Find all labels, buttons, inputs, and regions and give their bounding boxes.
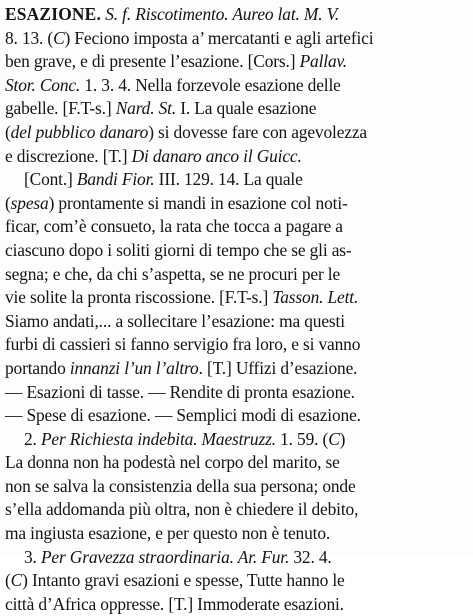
italic-run: C <box>10 570 23 591</box>
entry-line <box>0 381 473 405</box>
entry-line <box>0 475 473 499</box>
italic-run: Tasson. Lett. <box>272 287 359 308</box>
text-run: gabelle. [F.T-s.] <box>5 98 116 119</box>
text-run: ( <box>5 121 11 142</box>
text-run: 32. 4. <box>289 546 332 567</box>
text-run: e discrezione. [T.] <box>5 145 132 166</box>
entry-line <box>0 498 473 522</box>
entry-line <box>0 428 473 452</box>
entry-line <box>0 168 473 192</box>
entry-line <box>0 333 473 357</box>
text-run: segna; e che, da chi s’aspetta, se ne procuri per le <box>5 263 341 284</box>
text-run: ficar, com’è consueto, la rata che tocca a pagare a <box>5 216 343 237</box>
text-run: — Spese di esazione. — Semplici modi di esazione. <box>5 405 361 426</box>
text-run: La donna non ha podestà nel corpo del marito, se <box>5 452 340 473</box>
text-run: ( <box>5 192 11 213</box>
text-run: furbi di cassieri si fanno servigio fra loro, e si vanno <box>5 334 361 355</box>
entry-line <box>0 263 473 287</box>
italic-run: S. f. Riscotimento. Aureo lat. M. V. <box>101 4 340 24</box>
text-run: 2. <box>24 428 41 449</box>
text-run: vie solite la pronta riscossione. [F.T-s.] <box>5 287 273 308</box>
entry-line <box>0 569 473 593</box>
entry-line <box>0 121 473 145</box>
entry-line <box>0 97 473 121</box>
text-run: I. La quale esazione <box>176 98 317 119</box>
entry-line <box>0 522 473 546</box>
dictionary-entry-esazione <box>0 3 473 616</box>
text-run: 3. <box>24 546 41 567</box>
italic-run: Bandi Fior. <box>76 169 155 190</box>
text-run: 1. 3. 4. Nella forzevole esazione delle <box>80 74 341 95</box>
italic-run: Di danaro anco il Guicc. <box>131 145 302 166</box>
entry-line <box>0 74 473 98</box>
text-run: — Esazioni di tasse. — Rendite di pronta esazione. <box>5 381 355 402</box>
text-run: Siamo andati,... a sollecitare l’esazione: ma questi <box>5 310 345 331</box>
text-run: [Cont.] <box>24 169 77 190</box>
entry-line <box>0 546 473 570</box>
italic-run: Per Richiesta indebita. Maestruzz. <box>40 428 276 449</box>
italic-run: del pubblico danaro <box>10 121 149 142</box>
headword: ESAZIONE. <box>5 4 102 24</box>
text-run: ) si dovesse fare con agevolezza <box>148 121 367 142</box>
entry-line <box>0 593 473 616</box>
italic-run: Pallav. <box>299 51 347 72</box>
text-run: ) Intanto gravi esazioni e spesse, Tutte hanno le <box>22 570 345 591</box>
text-run: 1. 59. ( <box>275 428 329 449</box>
entry-line <box>0 145 473 169</box>
entry-line <box>0 239 473 263</box>
entry-line <box>0 27 473 51</box>
text-run: ciascuno dopo i soliti giorni di tempo che se gli as- <box>5 239 352 260</box>
text-run: ) prontamente si mandi in esazione col noti- <box>48 192 348 213</box>
entry-line <box>0 215 473 239</box>
italic-run: Per Gravezza straordinaria. Ar. Fur. <box>40 546 290 567</box>
entry-line <box>0 3 473 27</box>
italic-run: C <box>53 27 65 48</box>
entry-line <box>0 357 473 381</box>
text-run: ben grave, e di presente l’esazione. [Cors.] <box>5 51 300 72</box>
text-run: ) Feciono imposta a’ mercatanti e agli artefici <box>64 27 374 48</box>
text-run: non se salva la consistenzia della sua persona; onde <box>5 475 356 496</box>
text-run: ) <box>339 428 346 449</box>
text-run: 8. 13. ( <box>5 27 54 48</box>
italic-run: C <box>328 428 340 449</box>
italic-run: Stor. Conc. <box>5 74 81 95</box>
entry-line <box>0 50 473 74</box>
italic-run: innanzi l’un l’altro <box>69 357 199 378</box>
italic-run: spesa <box>10 192 49 213</box>
text-run: III. 129. 14. La quale <box>154 169 303 190</box>
entry-line <box>0 451 473 475</box>
text-run: s’ella addomanda più oltra, non è chiedere il debito, <box>5 499 359 520</box>
entry-line <box>0 286 473 310</box>
entry-line <box>0 404 473 428</box>
text-run: . [T.] Uffizi d’esazione. <box>198 357 358 378</box>
entry-line <box>0 192 473 216</box>
text-run: ma ingiusta esazione, e per questo non è tenuto. <box>5 523 331 544</box>
text-run: città d’Africa oppresse. [T.] Immoderate esazioni. <box>5 593 344 614</box>
text-run: portando <box>5 357 70 378</box>
entry-line <box>0 310 473 334</box>
italic-run: Nard. St. <box>115 98 177 119</box>
text-run: ( <box>5 570 11 591</box>
